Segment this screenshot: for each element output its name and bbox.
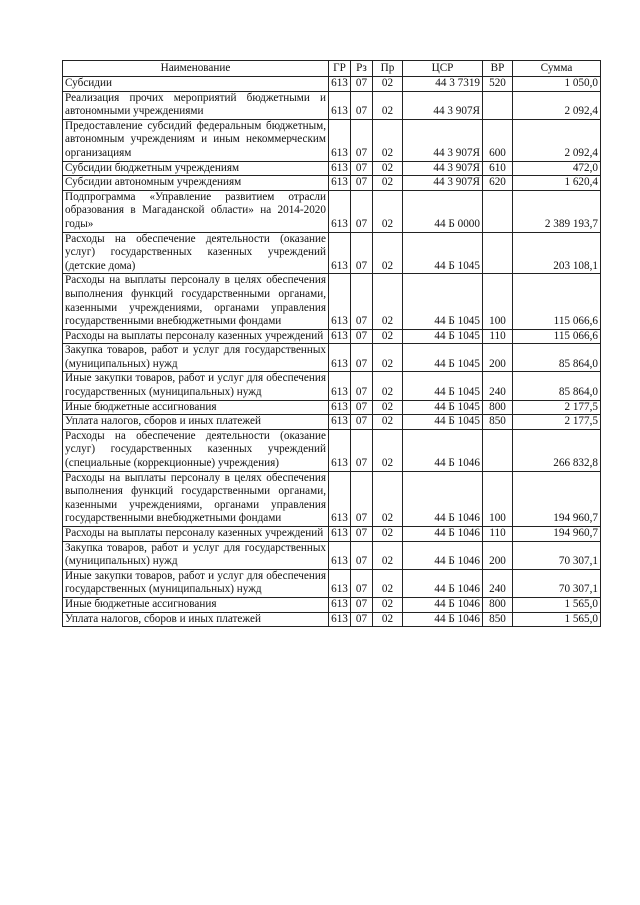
cell-rz: 07 — [351, 429, 373, 471]
cell-csr: 44 3 907Я — [403, 91, 483, 119]
cell-name: Расходы на выплаты персоналу казенных учреждений — [63, 527, 329, 542]
cell-vr: 850 — [483, 415, 513, 430]
cell-gr: 613 — [329, 429, 351, 471]
cell-rz: 07 — [351, 329, 373, 344]
cell-vr — [483, 429, 513, 471]
cell-rz: 07 — [351, 232, 373, 274]
table-row — [63, 372, 601, 400]
cell-sum: 1 565,0 — [513, 597, 601, 612]
cell-gr: 613 — [329, 232, 351, 274]
cell-vr: 800 — [483, 400, 513, 415]
table-row — [63, 119, 601, 161]
cell-vr: 800 — [483, 597, 513, 612]
table-row — [63, 329, 601, 344]
cell-vr — [483, 91, 513, 119]
cell-sum: 85 864,0 — [513, 344, 601, 372]
cell-sum: 115 066,6 — [513, 274, 601, 329]
cell-name: Закупка товаров, работ и услуг для государственных (муниципальных) нужд — [63, 344, 329, 372]
cell-sum: 1 050,0 — [513, 77, 601, 92]
cell-gr: 613 — [329, 400, 351, 415]
table-row — [63, 91, 601, 119]
cell-rz: 07 — [351, 541, 373, 569]
cell-csr: 44 Б 1046 — [403, 429, 483, 471]
cell-pr: 02 — [373, 597, 403, 612]
header-csr: ЦСР — [403, 61, 483, 77]
cell-csr: 44 3 7319 — [403, 77, 483, 92]
cell-csr: 44 Б 1045 — [403, 232, 483, 274]
cell-vr: 110 — [483, 329, 513, 344]
table-row — [63, 415, 601, 430]
cell-gr: 613 — [329, 415, 351, 430]
cell-name: Уплата налогов, сборов и иных платежей — [63, 612, 329, 627]
table-row — [63, 597, 601, 612]
cell-sum: 194 960,7 — [513, 527, 601, 542]
cell-rz: 07 — [351, 176, 373, 191]
cell-gr: 613 — [329, 569, 351, 597]
cell-vr: 610 — [483, 161, 513, 176]
budget-table — [62, 60, 601, 627]
cell-rz: 07 — [351, 274, 373, 329]
cell-csr: 44 Б 0000 — [403, 190, 483, 232]
table-row — [63, 77, 601, 92]
cell-vr: 110 — [483, 527, 513, 542]
cell-rz: 07 — [351, 344, 373, 372]
cell-sum: 115 066,6 — [513, 329, 601, 344]
cell-pr: 02 — [373, 77, 403, 92]
table-row — [63, 344, 601, 372]
cell-pr: 02 — [373, 471, 403, 526]
cell-pr: 02 — [373, 329, 403, 344]
cell-gr: 613 — [329, 190, 351, 232]
header-name: Наименование — [63, 61, 329, 77]
cell-vr: 240 — [483, 372, 513, 400]
cell-sum: 2 177,5 — [513, 400, 601, 415]
cell-pr: 02 — [373, 161, 403, 176]
cell-pr: 02 — [373, 415, 403, 430]
cell-csr: 44 Б 1045 — [403, 329, 483, 344]
table-row — [63, 612, 601, 627]
table-row — [63, 541, 601, 569]
table-row — [63, 190, 601, 232]
cell-name: Уплата налогов, сборов и иных платежей — [63, 415, 329, 430]
cell-csr: 44 Б 1045 — [403, 400, 483, 415]
header-vr: ВР — [483, 61, 513, 77]
cell-pr: 02 — [373, 429, 403, 471]
table-row — [63, 176, 601, 191]
cell-sum: 2 092,4 — [513, 119, 601, 161]
cell-sum: 2 177,5 — [513, 415, 601, 430]
cell-gr: 613 — [329, 91, 351, 119]
cell-sum: 70 307,1 — [513, 541, 601, 569]
cell-sum: 2 389 193,7 — [513, 190, 601, 232]
cell-name: Расходы на обеспечение деятельности (оказание услуг) государственных казенных учреждений (специальные (коррекционные) учреждения) — [63, 429, 329, 471]
cell-sum: 1 565,0 — [513, 612, 601, 627]
cell-vr: 600 — [483, 119, 513, 161]
cell-csr: 44 Б 1046 — [403, 597, 483, 612]
table-row — [63, 471, 601, 526]
cell-csr: 44 3 907Я — [403, 161, 483, 176]
cell-sum: 85 864,0 — [513, 372, 601, 400]
cell-pr: 02 — [373, 527, 403, 542]
cell-pr: 02 — [373, 91, 403, 119]
cell-gr: 613 — [329, 541, 351, 569]
cell-sum: 203 108,1 — [513, 232, 601, 274]
cell-rz: 07 — [351, 119, 373, 161]
cell-pr: 02 — [373, 274, 403, 329]
header-gr: ГР — [329, 61, 351, 77]
cell-gr: 613 — [329, 372, 351, 400]
cell-name: Расходы на обеспечение деятельности (оказание услуг) государственных казенных учреждений (детские дома) — [63, 232, 329, 274]
cell-gr: 613 — [329, 176, 351, 191]
cell-rz: 07 — [351, 372, 373, 400]
cell-name: Субсидии — [63, 77, 329, 92]
cell-name: Иные закупки товаров, работ и услуг для обеспечения государственных (муниципальных) нужд — [63, 569, 329, 597]
header-rz: Рз — [351, 61, 373, 77]
cell-csr: 44 Б 1046 — [403, 527, 483, 542]
table-row — [63, 232, 601, 274]
cell-csr: 44 Б 1045 — [403, 344, 483, 372]
cell-vr: 850 — [483, 612, 513, 627]
cell-rz: 07 — [351, 91, 373, 119]
cell-csr: 44 Б 1045 — [403, 274, 483, 329]
cell-vr: 240 — [483, 569, 513, 597]
cell-rz: 07 — [351, 190, 373, 232]
cell-name: Иные бюджетные ассигнования — [63, 400, 329, 415]
cell-name: Расходы на выплаты персоналу в целях обеспечения выполнения функций государственными органами, казенными учреждениями, органами управления государственными внебюджетными фондами — [63, 274, 329, 329]
header-pr: Пр — [373, 61, 403, 77]
cell-name: Расходы на выплаты персоналу казенных учреждений — [63, 329, 329, 344]
table-row — [63, 400, 601, 415]
document-page — [62, 60, 600, 627]
header-sum: Сумма — [513, 61, 601, 77]
table-row — [63, 161, 601, 176]
cell-pr: 02 — [373, 176, 403, 191]
table-row — [63, 274, 601, 329]
cell-rz: 07 — [351, 77, 373, 92]
cell-vr — [483, 232, 513, 274]
cell-csr: 44 Б 1046 — [403, 612, 483, 627]
cell-pr: 02 — [373, 190, 403, 232]
cell-gr: 613 — [329, 527, 351, 542]
cell-rz: 07 — [351, 161, 373, 176]
cell-pr: 02 — [373, 569, 403, 597]
cell-gr: 613 — [329, 329, 351, 344]
cell-gr: 613 — [329, 471, 351, 526]
cell-name: Закупка товаров, работ и услуг для государственных (муниципальных) нужд — [63, 541, 329, 569]
cell-sum: 1 620,4 — [513, 176, 601, 191]
cell-vr: 200 — [483, 541, 513, 569]
cell-csr: 44 3 907Я — [403, 176, 483, 191]
cell-csr: 44 3 907Я — [403, 119, 483, 161]
cell-name: Иные бюджетные ассигнования — [63, 597, 329, 612]
table-header — [63, 61, 601, 77]
cell-vr — [483, 190, 513, 232]
cell-sum: 2 092,4 — [513, 91, 601, 119]
cell-csr: 44 Б 1046 — [403, 569, 483, 597]
cell-csr: 44 Б 1046 — [403, 541, 483, 569]
table-body — [63, 77, 601, 627]
cell-rz: 07 — [351, 569, 373, 597]
table-row — [63, 569, 601, 597]
cell-rz: 07 — [351, 400, 373, 415]
cell-rz: 07 — [351, 612, 373, 627]
cell-vr: 100 — [483, 471, 513, 526]
cell-gr: 613 — [329, 612, 351, 627]
cell-vr: 620 — [483, 176, 513, 191]
header-row — [63, 61, 601, 77]
cell-name: Субсидии автономным учреждениям — [63, 176, 329, 191]
cell-pr: 02 — [373, 541, 403, 569]
cell-csr: 44 Б 1045 — [403, 372, 483, 400]
cell-pr: 02 — [373, 372, 403, 400]
cell-rz: 07 — [351, 415, 373, 430]
cell-gr: 613 — [329, 344, 351, 372]
cell-pr: 02 — [373, 612, 403, 627]
cell-sum: 70 307,1 — [513, 569, 601, 597]
cell-gr: 613 — [329, 77, 351, 92]
cell-sum: 266 832,8 — [513, 429, 601, 471]
cell-csr: 44 Б 1045 — [403, 415, 483, 430]
cell-rz: 07 — [351, 527, 373, 542]
cell-vr: 520 — [483, 77, 513, 92]
cell-name: Расходы на выплаты персоналу в целях обеспечения выполнения функций государственными органами, казенными учреждениями, органами управления государственными внебюджетными фондами — [63, 471, 329, 526]
cell-name: Подпрограмма «Управление развитием отрасли образования в Магаданской области» на 2014-2020 годы» — [63, 190, 329, 232]
cell-pr: 02 — [373, 119, 403, 161]
cell-name: Субсидии бюджетным учреждениям — [63, 161, 329, 176]
cell-gr: 613 — [329, 597, 351, 612]
cell-pr: 02 — [373, 232, 403, 274]
cell-csr: 44 Б 1046 — [403, 471, 483, 526]
cell-rz: 07 — [351, 597, 373, 612]
cell-name: Реализация прочих мероприятий бюджетными и автономными учреждениями — [63, 91, 329, 119]
cell-pr: 02 — [373, 400, 403, 415]
cell-vr: 100 — [483, 274, 513, 329]
table-row — [63, 429, 601, 471]
cell-gr: 613 — [329, 161, 351, 176]
table-row — [63, 527, 601, 542]
cell-vr: 200 — [483, 344, 513, 372]
cell-rz: 07 — [351, 471, 373, 526]
cell-sum: 472,0 — [513, 161, 601, 176]
cell-name: Иные закупки товаров, работ и услуг для обеспечения государственных (муниципальных) нужд — [63, 372, 329, 400]
cell-name: Предоставление субсидий федеральным бюджетным, автономным учреждениям и иным некоммерческим организациям — [63, 119, 329, 161]
cell-pr: 02 — [373, 344, 403, 372]
cell-sum: 194 960,7 — [513, 471, 601, 526]
cell-gr: 613 — [329, 119, 351, 161]
cell-gr: 613 — [329, 274, 351, 329]
